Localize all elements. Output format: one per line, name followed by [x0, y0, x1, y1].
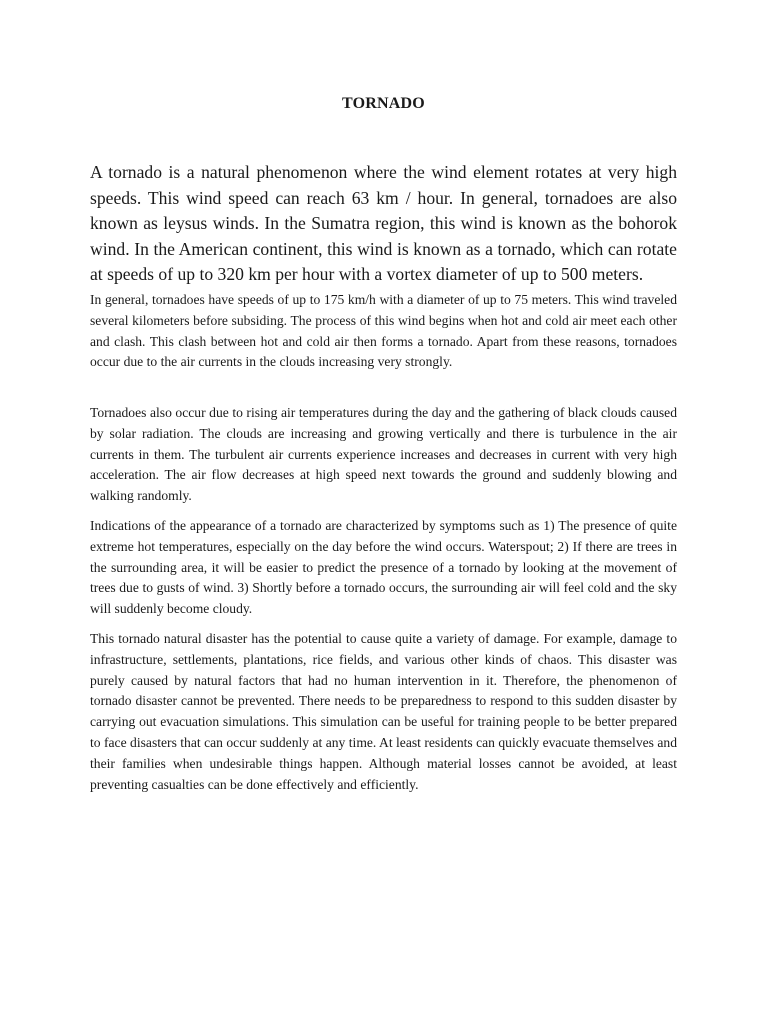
- body-paragraph-2: Tornadoes also occur due to rising air temperatures during the day and the gathering of black clouds caused by solar radiation. The clouds are increasing and growing vertically and there is turbulence in the air currents in them. The turbulent air currents experience increases and decreases in current with very high acceleration. The air flow decreases at high speed next towards the ground and suddenly blowing and walking randomly.: [90, 405, 677, 504]
- body-paragraph-3: Indications of the appearance of a tornado are characterized by symptoms such as 1) The presence of quite extreme hot temperatures, especially on the day before the wind occurs. Waterspout; 2) If there are trees in the surrounding area, it will be easier to predict the presence of a tornado by looking at the movement of trees due to gusts of wind. 3) Shortly before a tornado occurs, the surrounding air will feel cold and the sky will suddenly become cloudy.: [90, 518, 677, 617]
- document-title: TORNADO: [342, 95, 425, 112]
- body-paragraph-1: In general, tornadoes have speeds of up to 175 km/h with a diameter of up to 75 meters. This wind traveled several kilometers before subsiding. The process of this wind begins when hot and cold air meet each other and clash. This clash between hot and cold air then forms a tornado. Apart from these reasons, tornadoes occur due to the air currents in the clouds increasing very strongly.: [90, 292, 677, 370]
- lead-paragraph: A tornado is a natural phenomenon where the wind element rotates at very high speeds. This wind speed can reach 63 km / hour. In general, tornadoes are also known as leysus winds. In the Sumatra region, this wind is known as the bohorok wind. In the American continent, this wind is known as a tornado, which can rotate at speeds of up to 320 km per hour with a vortex diameter of up to 500 meters.: [90, 162, 677, 284]
- body-paragraph-4: This tornado natural disaster has the potential to cause quite a variety of damage. For example, damage to infrastructure, settlements, plantations, rice fields, and various other kinds of chaos. This disaster was purely caused by natural factors that had no human intervention in it. Therefore, the phenomenon of tornado disaster cannot be prevented. There needs to be preparedness to respond to this sudden disaster by carrying out evacuation simulations. This simulation can be useful for training people to be better prepared to face disasters that can occur suddenly at any time. At least residents can quickly evacuate themselves and their families when undesirable things happen. Although material losses cannot be avoided, at least preventing casualties can be done effectively and efficiently.: [90, 631, 677, 792]
